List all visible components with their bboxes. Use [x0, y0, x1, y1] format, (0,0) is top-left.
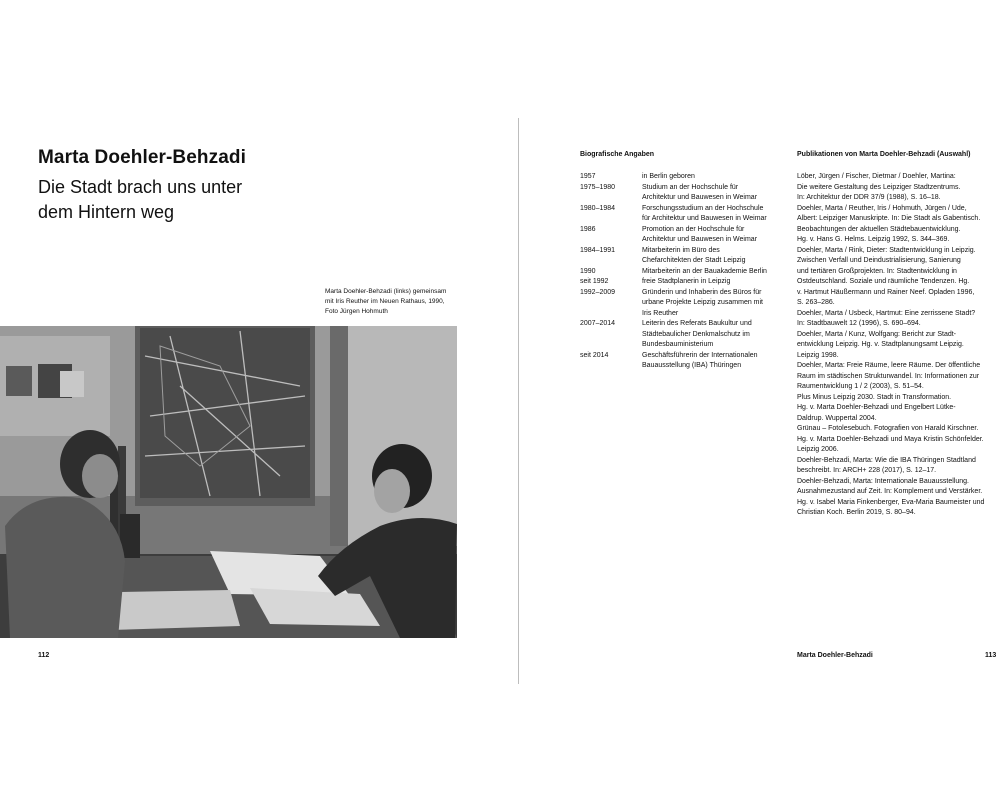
- publication-line: Beobachtungen der aktuellen Städtebauentwicklung.: [797, 225, 961, 233]
- bio-year: 2007–2014: [580, 320, 616, 327]
- bio-text-line: für Architektur und Bauwesen in Weimar: [642, 215, 767, 222]
- bio-text-line: Leiterin des Referats Baukultur und: [642, 320, 752, 327]
- bio-year: 1986: [580, 225, 596, 233]
- bio-text-line: Bundesbauministerium: [642, 341, 714, 348]
- bio-heading: Biografische Angaben: [580, 151, 655, 158]
- bio-text-line: Städtebaulicher Denkmalschutz im: [642, 330, 750, 338]
- bio-entry: [580, 351, 790, 372]
- bio-text-line: Gründerin und Inhaberin des Büros für: [642, 288, 762, 296]
- bio-text-line: Forschungsstudium an der Hochschule: [642, 204, 764, 212]
- publication-line: Doehler, Marta / Kunz, Wolfgang: Bericht zur Stadt-: [797, 330, 957, 338]
- bio-entry: [580, 225, 790, 246]
- publication-line: S. 263–286.: [797, 299, 835, 306]
- bio-year: 1984–1991: [580, 246, 616, 254]
- bio-text-line: Iris Reuther: [642, 309, 679, 317]
- caption-line: mit Iris Reuther im Neuen Rathaus, 1990,: [325, 298, 445, 305]
- bio-year: seit 2014: [580, 351, 609, 359]
- publications-heading: Publikationen von Marta Doehler-Behzadi (Auswahl): [797, 151, 971, 158]
- bio-year: 1980–1984: [580, 204, 616, 212]
- bio-entry: [580, 267, 790, 278]
- bio-text: [642, 319, 790, 351]
- publications-list: [797, 172, 1000, 519]
- bio-text: [642, 246, 790, 267]
- photo-caption: [325, 287, 465, 317]
- publication-line: Doehler-Behzadi, Marta: Internationale Bauausstellung.: [797, 477, 969, 485]
- bio-text: [642, 351, 790, 372]
- bio-text-line: urbane Projekte Leipzig zusammen mit: [642, 299, 764, 306]
- bio-text: [642, 288, 790, 320]
- publication-line: In: Architektur der DDR 37/9 (1988), S. 16–18.: [797, 194, 941, 201]
- publication-line: v. Hartmut Häußermann und Rainer Neef. Opladen 1996,: [797, 288, 975, 296]
- bio-entry: [580, 277, 790, 288]
- bio-year: 1992–2009: [580, 288, 616, 296]
- publication-line: Ausnahmezustand auf Zeit. In: Komplement und Verstärker.: [797, 488, 983, 495]
- publication-line: Doehler, Marta / Reuther, Iris / Hohmuth, Jürgen / Ude,: [797, 204, 967, 212]
- bio-year: 1975–1980: [580, 183, 616, 191]
- publication-line: Doehler, Marta: Freie Räume, leere Räume. Der öffentliche: [797, 362, 981, 369]
- publication-line: entwicklung Leipzig. Hg. v. Stadtplanungsamt Leipzig.: [797, 341, 964, 348]
- photograph: [0, 326, 457, 638]
- page-number-left: 112: [38, 652, 50, 659]
- bio-text-line: in Berlin geboren: [642, 173, 695, 180]
- bio-text-line: Geschäftsführerin der Internationalen: [642, 351, 758, 359]
- page-title: Marta Doehler-Behzadi: [38, 147, 246, 168]
- publication-line: Doehler-Behzadi, Marta: Wie die IBA Thüringen Stadtland: [797, 456, 976, 464]
- bio-text-line: Promotion an der Hochschule für: [642, 225, 745, 233]
- gutter-divider: [518, 118, 519, 684]
- publication-line: beschreibt. In: ARCH+ 228 (2017), S. 12–17.: [797, 467, 937, 474]
- publication-line: Hg. v. Marta Doehler-Behzadi und Engelbert Lütke-: [797, 404, 956, 411]
- bio-text: [642, 172, 790, 183]
- bio-text: [642, 183, 790, 204]
- bio-text: [642, 225, 790, 246]
- page-number-right: 113: [985, 652, 997, 659]
- publication-line: Albert: Leipziger Manuskripte. In: Die Stadt als Gabentisch.: [797, 215, 981, 222]
- publication-line: Doehler, Marta / Usbeck, Hartmut: Eine zerrissene Stadt?: [797, 309, 976, 317]
- publication-line: Raum im städtischen Strukturwandel. In: Informationen zur: [797, 372, 980, 380]
- bio-text-line: freie Stadtplanerin in Leipzig: [642, 278, 731, 285]
- bio-entry: [580, 319, 790, 351]
- bio-text: [642, 204, 790, 225]
- bio-text: [642, 267, 790, 278]
- bio-text-line: Architektur und Bauwesen in Weimar: [642, 236, 758, 243]
- caption-line: Marta Doehler-Behzadi (links) gemeinsam: [325, 288, 447, 295]
- bio-entry: [580, 183, 790, 204]
- subtitle-line: dem Hintern weg: [38, 202, 175, 222]
- publication-line: Löber, Jürgen / Fischer, Dietmar / Doehler, Martina:: [797, 173, 956, 180]
- bio-entry: [580, 246, 790, 267]
- bio-year: 1957: [580, 173, 596, 180]
- subtitle-line: Die Stadt brach uns unter: [38, 177, 243, 197]
- publication-line: Raumentwicklung 1 / 2 (2003), S. 51–54.: [797, 383, 924, 390]
- bio-year: 1990: [580, 267, 596, 275]
- publication-line: Ostdeutschland. Soziale und räumliche Tendenzen. Hg.: [797, 278, 970, 285]
- bio-text-line: Studium an der Hochschule für: [642, 183, 739, 191]
- publication-line: Leipzig 1998.: [797, 351, 839, 359]
- bio-entry: [580, 172, 790, 183]
- publication-line: und tertiären Großprojekten. In: Stadtentwicklung in: [797, 267, 957, 275]
- publication-line: Zwischen Verfall und Deindustrialisierung, Sanierung: [797, 257, 961, 264]
- publication-line: Leipzig 2006.: [797, 446, 839, 453]
- bio-text-line: Architektur und Bauwesen in Weimar: [642, 194, 758, 201]
- bio-year: seit 1992: [580, 278, 609, 285]
- publication-line: Plus Minus Leipzig 2030. Stadt in Transformation.: [797, 393, 952, 401]
- biography-list: [580, 172, 790, 372]
- publication-line: Die weitere Gestaltung des Leipziger Stadtzentrums.: [797, 183, 961, 191]
- publication-line: Hg. v. Isabel Maria Finkenberger, Eva-Maria Baumeister und: [797, 498, 985, 506]
- caption-line: Foto Jürgen Hohmuth: [325, 308, 388, 315]
- bio-entry: [580, 288, 790, 320]
- publication-line: Hg. v. Marta Doehler-Behzadi und Maya Kristin Schönfelder.: [797, 435, 984, 443]
- page-subtitle: [38, 175, 298, 225]
- bio-text-line: Chefarchitekten der Stadt Leipzig: [642, 257, 746, 264]
- publication-line: Hg. v. Hans G. Helms. Leipzig 1992, S. 344–369.: [797, 236, 950, 243]
- bio-text: [642, 277, 790, 288]
- running-head: Marta Doehler-Behzadi: [797, 652, 873, 659]
- publication-line: In: Stadtbauwelt 12 (1996), S. 690–694.: [797, 320, 921, 327]
- publication-line: Daldrup. Wuppertal 2004.: [797, 414, 877, 422]
- publication-line: Christian Koch. Berlin 2019, S. 80–94.: [797, 509, 916, 516]
- bio-text-line: Mitarbeiterin im Büro des: [642, 246, 720, 254]
- bio-text-line: Mitarbeiterin an der Bauakademie Berlin: [642, 267, 767, 275]
- bio-text-line: Bauausstellung (IBA) Thüringen: [642, 362, 742, 369]
- bio-entry: [580, 204, 790, 225]
- publication-line: Doehler, Marta / Rink, Dieter: Stadtentwicklung in Leipzig.: [797, 246, 976, 254]
- publication-line: Grünau – Fotolesebuch. Fotografien von Harald Kirschner.: [797, 425, 979, 432]
